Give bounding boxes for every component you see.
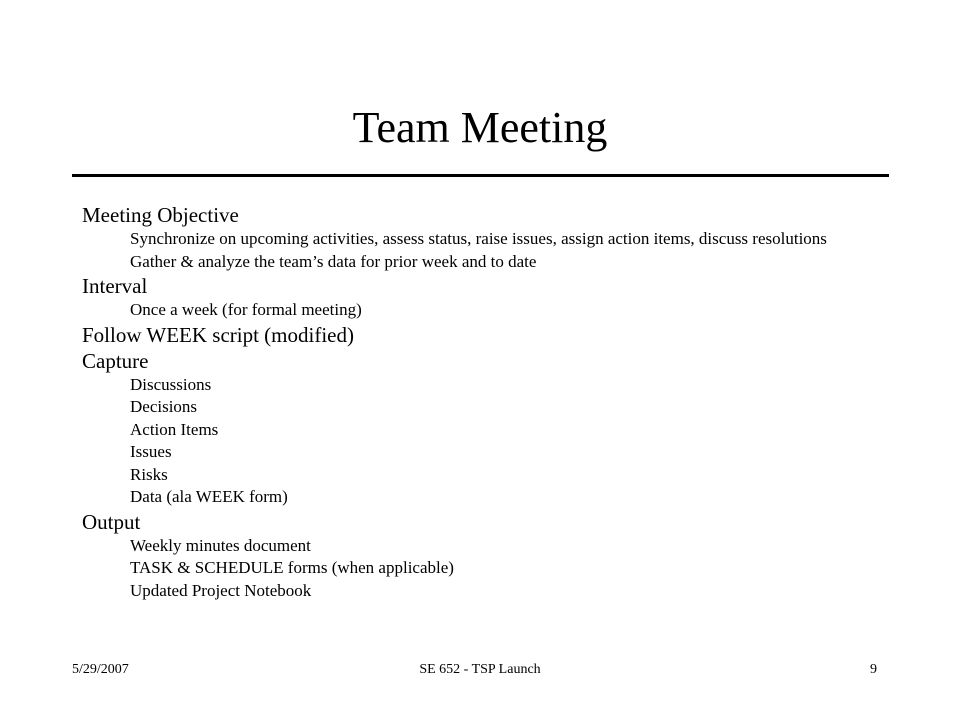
section-follow-week-script bbox=[82, 322, 902, 348]
title-divider bbox=[72, 174, 889, 177]
section-heading: Capture bbox=[82, 348, 149, 373]
section-output bbox=[82, 509, 902, 603]
section-heading: Follow WEEK script (modified) bbox=[82, 322, 354, 347]
bullet-item: Decisions bbox=[130, 397, 198, 416]
bullet-item: Discussions bbox=[130, 374, 212, 394]
bullet-item bbox=[82, 228, 902, 251]
section-capture bbox=[82, 348, 902, 509]
bullet-item: Risks bbox=[130, 464, 168, 484]
bullet-item: Once a week (for formal meeting) bbox=[130, 300, 362, 319]
bullet-item: Weekly minutes document bbox=[130, 535, 311, 555]
bullet-item: Issues bbox=[130, 442, 172, 461]
bullet-item: Updated Project Notebook bbox=[130, 580, 312, 600]
section-heading: Meeting Objective bbox=[82, 203, 239, 227]
footer-course: SE 652 - TSP Launch bbox=[419, 662, 541, 677]
footer-date: 5/29/2007 bbox=[72, 662, 129, 677]
section-heading: Output bbox=[82, 509, 141, 534]
section-meeting-objective bbox=[82, 202, 902, 273]
section-interval bbox=[82, 273, 902, 322]
bullet-item: Data (ala WEEK form) bbox=[130, 487, 288, 506]
slide-content bbox=[82, 202, 902, 602]
section-heading: Interval bbox=[82, 274, 148, 298]
bullet-text: Synchronize on upcoming activities, assess status, raise issues, assign action items, discuss resolutions bbox=[130, 229, 827, 248]
bullet-item: TASK & SCHEDULE forms (when applicable) bbox=[130, 558, 454, 577]
footer-page-number: 9 bbox=[870, 662, 877, 677]
bullet-item: Gather & analyze the team’s data for prior week and to date bbox=[130, 251, 537, 271]
slide-title: Team Meeting bbox=[352, 103, 608, 152]
bullet-item: Action Items bbox=[130, 419, 219, 439]
